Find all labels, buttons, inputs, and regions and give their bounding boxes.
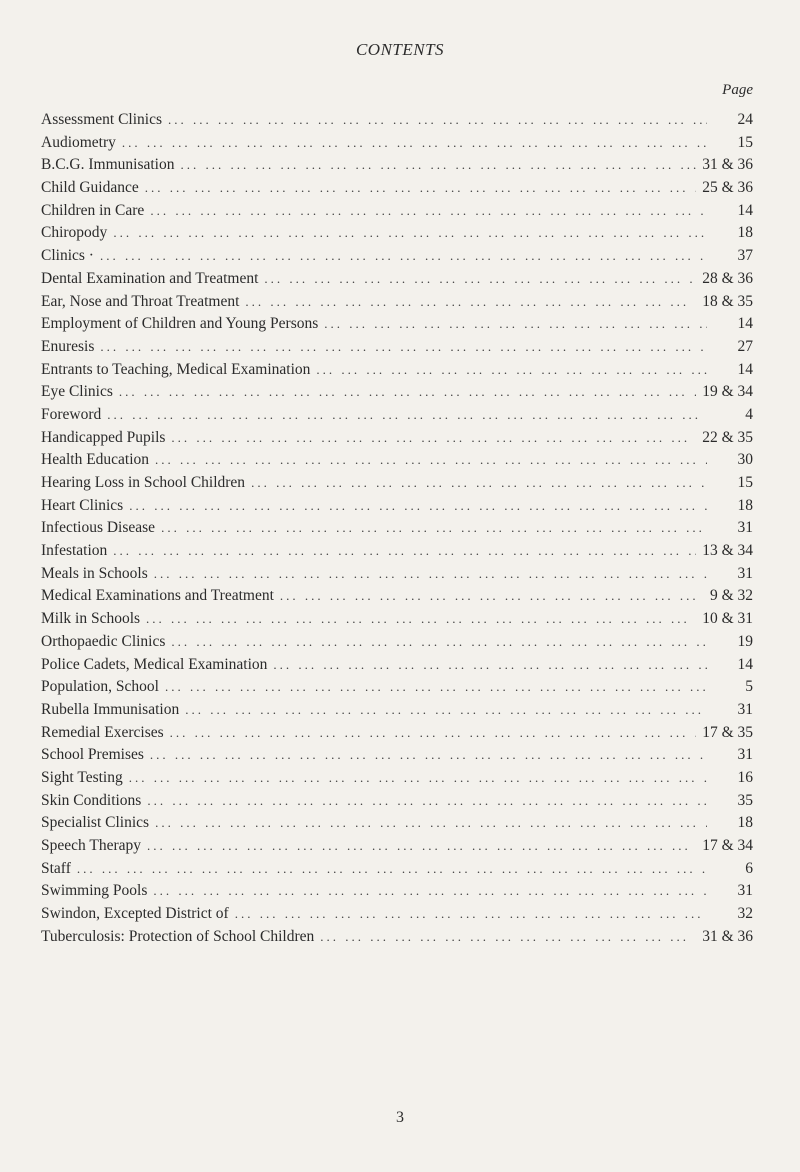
entry-label: Children in Care: [41, 201, 145, 219]
entry-page: 15: [737, 133, 753, 151]
entry-page: 31 & 36: [702, 927, 753, 945]
page-number: 3: [396, 1109, 404, 1126]
entry-page: 31: [737, 882, 753, 900]
toc-entry: [41, 724, 753, 747]
entry-page: 31: [737, 564, 753, 582]
dot-leader: [150, 747, 707, 763]
dot-leader: [168, 112, 707, 128]
toc-entry: [41, 247, 753, 270]
entry-page: 17 & 34: [702, 837, 753, 854]
toc-entry: [41, 451, 753, 474]
entry-label: Dental Examination and Treatment: [41, 269, 259, 287]
entry-page: 35: [737, 791, 753, 809]
dot-leader: [273, 657, 707, 673]
toc-entry: [41, 565, 753, 588]
toc-entry: [41, 587, 753, 610]
entry-label: School Premises: [41, 746, 144, 764]
toc-entry: [41, 860, 753, 883]
toc-entry: [41, 202, 753, 225]
dot-leader: [251, 475, 707, 491]
dot-leader: [146, 611, 696, 627]
entry-page: 31: [737, 746, 753, 764]
dot-leader: [324, 316, 707, 332]
entry-page: 14: [737, 655, 753, 673]
entry-label: Medical Examinations and Treatment: [41, 587, 274, 605]
entry-label: Speech Therapy: [41, 837, 141, 854]
entry-page: 18 & 35: [702, 292, 753, 310]
toc-entry: [41, 497, 753, 520]
entry-page: 5: [745, 678, 753, 696]
entry-page: 32: [737, 905, 753, 923]
dot-leader: [165, 679, 707, 695]
dot-leader: [145, 180, 696, 196]
dot-leader: [107, 407, 707, 423]
entry-page: 4: [745, 405, 753, 423]
entry-page: 31: [737, 519, 753, 537]
entry-label: Health Education: [41, 451, 150, 469]
entry-label: Population, School: [41, 678, 159, 696]
entry-label: Remedial Exercises: [41, 723, 164, 741]
entry-label: Sight Testing: [41, 768, 123, 786]
entry-page: 31 & 36: [702, 156, 753, 174]
entry-page: 14: [737, 315, 753, 333]
entry-page: 13 & 34: [702, 542, 753, 560]
dot-leader: [77, 861, 707, 877]
entry-label: Employment of Children and Young Persons: [41, 315, 319, 333]
entry-label: Swimming Pools: [41, 882, 148, 900]
dot-leader: [100, 339, 707, 355]
entry-page: 14: [737, 201, 753, 219]
entry-page: 31: [737, 700, 753, 718]
entry-label: Chiropody: [41, 224, 108, 242]
entry-page: 18: [737, 814, 753, 832]
entry-label: Infestation: [41, 542, 108, 560]
entry-label: Rubella Immunisation: [41, 700, 180, 718]
dot-leader: [180, 157, 696, 173]
entry-page: 30: [737, 451, 753, 469]
page-column-label: Page: [722, 82, 753, 98]
toc-entry: [41, 338, 753, 361]
entry-label: Skin Conditions: [41, 791, 142, 809]
toc-entry: [41, 905, 753, 928]
toc-entry: [41, 406, 753, 429]
toc-entry: [41, 179, 753, 202]
entry-page: 9 & 32: [709, 587, 753, 605]
toc-entry: [41, 270, 753, 293]
entry-label: Ear, Nose and Throat Treatment: [41, 292, 240, 310]
toc-entry: [41, 678, 753, 701]
toc-entry: [41, 701, 753, 724]
dot-leader: [113, 225, 707, 241]
toc-entry: [41, 792, 753, 815]
toc-entry: [41, 656, 753, 679]
entry-page: 27: [737, 337, 753, 355]
toc-entry: [41, 429, 753, 452]
toc-entry: [41, 111, 753, 134]
entry-label: Swindon, Excepted District of: [41, 905, 229, 923]
toc-entry: [41, 814, 753, 837]
dot-leader: [185, 702, 707, 718]
entry-label: Handicapped Pupils: [41, 428, 166, 446]
toc-entry: [41, 224, 753, 247]
toc-entry: [41, 156, 753, 179]
toc-entry: [41, 134, 753, 157]
entry-page: 6: [745, 859, 753, 877]
entry-page: 19: [737, 632, 753, 650]
entry-page: 17 & 35: [702, 723, 753, 741]
entry-label: Tuberculosis: Protection of School Children: [41, 927, 315, 945]
dot-leader: [171, 634, 707, 650]
entry-label: Child Guidance: [41, 179, 139, 197]
dot-leader: [320, 929, 696, 945]
dot-leader: [119, 384, 696, 400]
toc-entry: [41, 928, 753, 951]
entry-label: B.C.G. Immunisation: [41, 156, 175, 174]
dot-leader: [171, 430, 696, 446]
toc-entry: [41, 882, 753, 905]
entry-label: Clinics ·: [41, 247, 94, 265]
entry-page: 24: [737, 111, 753, 128]
entry-label: Enuresis: [41, 337, 95, 355]
entry-page: 28 & 36: [702, 269, 753, 287]
dot-leader: [150, 203, 707, 219]
toc-entry: [41, 474, 753, 497]
entry-page: 18: [737, 224, 753, 242]
contents-title: CONTENTS: [355, 40, 445, 59]
toc-entry: [41, 769, 753, 792]
entry-label: Eye Clinics: [41, 383, 113, 401]
toc-entry: [41, 361, 753, 384]
toc-entry: [41, 315, 753, 338]
entry-label: Entrants to Teaching, Medical Examination: [41, 360, 311, 378]
entry-label: Orthopaedic Clinics: [41, 632, 166, 650]
dot-leader: [122, 135, 707, 151]
toc-entry: [41, 293, 753, 316]
dot-leader: [280, 588, 704, 604]
dot-leader: [129, 770, 707, 786]
dot-leader: [129, 498, 707, 514]
dot-leader: [154, 566, 707, 582]
dot-leader: [235, 906, 707, 922]
dot-leader: [264, 271, 696, 287]
toc-entry: [41, 610, 753, 633]
entry-label: Heart Clinics: [41, 496, 124, 514]
dot-leader: [113, 543, 696, 559]
entry-label: Foreword: [41, 405, 102, 423]
table-of-contents: [41, 111, 753, 950]
dot-leader: [316, 362, 707, 378]
entry-page: 16: [737, 768, 753, 786]
dot-leader: [161, 520, 707, 536]
entry-page: 14: [737, 360, 753, 378]
dot-leader: [245, 294, 696, 310]
entry-page: 10 & 31: [702, 610, 753, 628]
entry-page: 19 & 34: [702, 383, 753, 401]
entry-label: Staff: [41, 859, 71, 877]
toc-entry: [41, 633, 753, 656]
entry-label: Milk in Schools: [41, 610, 141, 628]
entry-page: 18: [737, 496, 753, 514]
dot-leader: [147, 793, 707, 809]
toc-entry: [41, 746, 753, 769]
entry-page: 25 & 36: [702, 179, 753, 197]
entry-label: Police Cadets, Medical Examination: [41, 655, 268, 673]
toc-entry: [41, 837, 753, 860]
dot-leader: [155, 815, 707, 831]
entry-label: Assessment Clinics: [41, 111, 162, 128]
dot-leader: [100, 248, 707, 264]
entry-page: 37: [737, 247, 753, 265]
entry-label: Specialist Clinics: [41, 814, 150, 832]
toc-entry: [41, 383, 753, 406]
entry-page: 15: [737, 474, 753, 491]
entry-label: Audiometry: [41, 133, 116, 151]
entry-label: Hearing Loss in School Children: [41, 474, 246, 491]
toc-entry: [41, 542, 753, 565]
dot-leader: [147, 838, 696, 854]
toc-entry: [41, 519, 753, 542]
dot-leader: [155, 452, 707, 468]
entry-label: Infectious Disease: [41, 519, 156, 537]
entry-page: 22 & 35: [702, 428, 753, 446]
dot-leader: [153, 883, 707, 899]
entry-label: Meals in Schools: [41, 564, 148, 582]
dot-leader: [170, 725, 697, 741]
